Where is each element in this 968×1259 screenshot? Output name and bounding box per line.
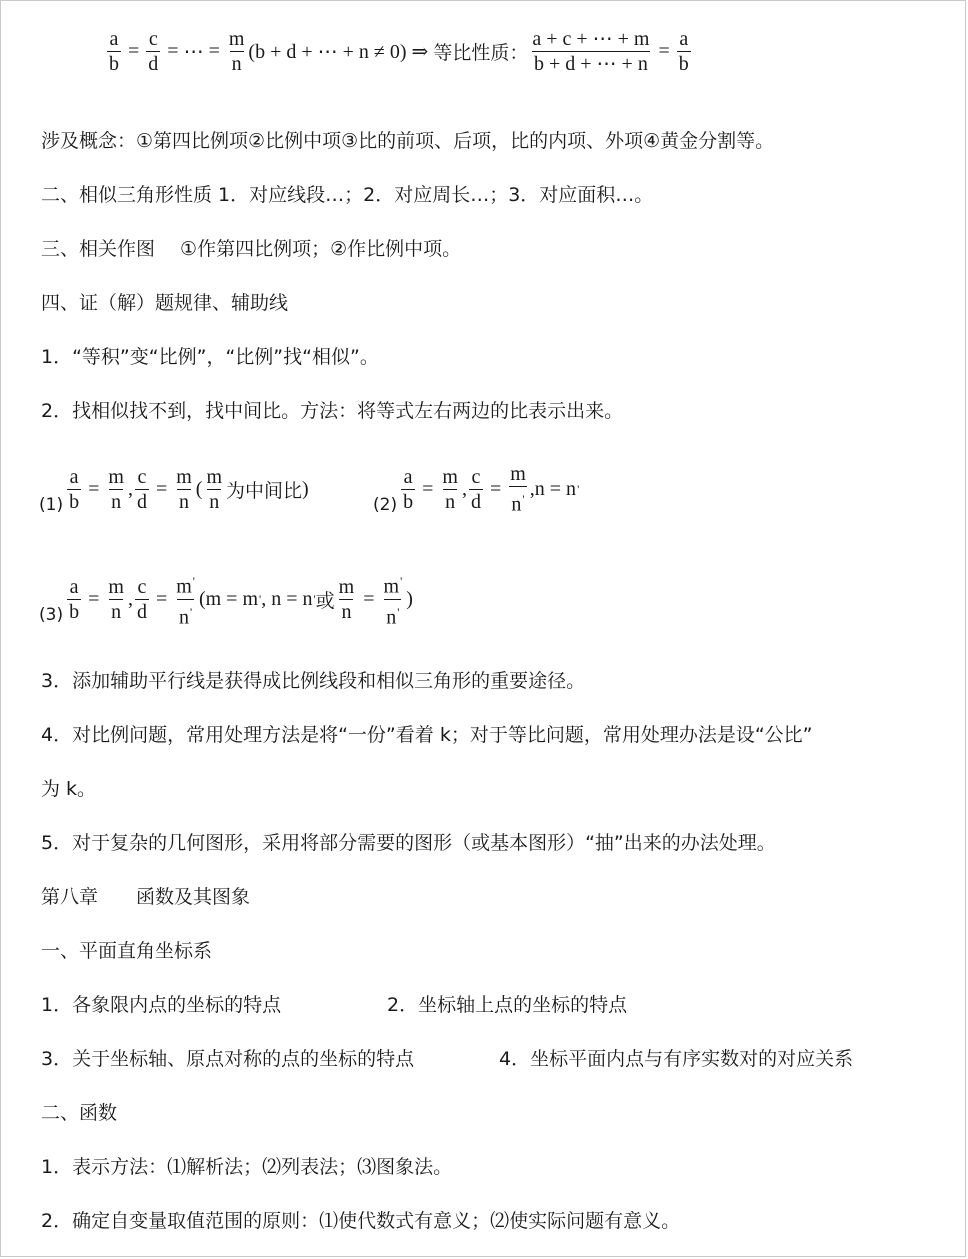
heading-chapter-8: 第八章 函数及其图象: [41, 886, 251, 908]
formula-equal-ratio: $\frac{a}{b}$ = $\frac{c}{d}$ = ⋯ = $\frac{m}{n}$ (b + d + ⋯ + n ≠ 0) ⇒ 等比性质： $\frac{a + c + \cdots + m}{b + d + \cdots + n}$ = $\frac{a}{b}$: [109, 27, 689, 75]
fraction-a-b-result: $\frac{a}{b}$: [678, 27, 689, 75]
text-rule-2: 2．找相似找不到，找中间比。方法：将等式左右两边的比表示出来。: [41, 400, 624, 422]
heading-coordinate-system: 一、平面直角坐标系: [41, 940, 213, 962]
text-rule-4: 4．对比例问题，常用处理方法是将“一份”看着 k；对于等比问题，常用处理办法是设“公比”: [41, 724, 813, 746]
text-concepts: 涉及概念：①第四比例项②比例中项③比的前项、后项，比的内项、外项④黄金分割等。: [41, 130, 775, 152]
text-rule-4-cont: 为 k。: [41, 778, 97, 800]
text-function-2: 2．确定自变量取值范围的原则：⑴使代数式有意义；⑵使实际问题有意义。: [41, 1210, 681, 1232]
text-coord-2: 2．坐标轴上点的坐标的特点: [387, 994, 628, 1016]
text-rule-1: 1．“等积”变“比例”，“比例”找“相似”。: [41, 346, 379, 368]
text-constructions: 三、相关作图 ①作第四比例项；②作比例中项。: [41, 238, 462, 260]
formula-2: (2) $\frac{a}{b}$ = $\frac{m}{n}$ , $\frac{c}{d}$ = $\frac{m}{n'}$ , n = n ': [373, 462, 580, 516]
text-function-1: 1．表示方法：⑴解析法；⑵列表法；⑶图象法。: [41, 1156, 453, 1178]
fraction-c-d: $\frac{c}{d}$: [148, 27, 159, 75]
label-geometric-property: 等比性质：: [433, 41, 529, 64]
text-coord-row-2: [41, 1047, 955, 1071]
heading-function: 二、函数: [41, 1102, 118, 1124]
text-similar-triangle-properties: 二、相似三角形性质 1．对应线段…；2．对应周长…；3．对应面积…。: [41, 184, 654, 206]
text-coord-3: 3．关于坐标轴、原点对称的点的坐标的特点: [41, 1048, 415, 1070]
text-coord-1: 1．各象限内点的坐标的特点: [41, 994, 282, 1016]
text-coord-row-1: [41, 993, 955, 1017]
fraction-sum: $\frac{a + c + \cdots + m}{b + d + \cdots + n}$: [532, 27, 650, 75]
text-rule-5: 5．对于复杂的几何图形，采用将部分需要的图形（或基本图形）“抽”出来的办法处理。: [41, 832, 776, 854]
fraction-a-b: $\frac{a}{b}$: [109, 27, 119, 75]
fraction-m-n: $\frac{m}{n}$: [228, 27, 245, 75]
formula-3: (3) $\frac{a}{b}$ = $\frac{m}{n}$ , $\frac{c}{d}$ = $\frac{m'}{n'}$ (m = m ' , n = n ' 或 $\frac{m}{n}$ = $\frac{m'}{n'}$ ): [39, 573, 413, 629]
text-coord-4: 4．坐标平面内点与有序实数对的对应关系: [499, 1048, 854, 1070]
formula-1: (1) $\frac{a}{b}$ = $\frac{m}{n}$ , $\frac{c}{d}$ = $\frac{m}{n}$ ( $\frac{m}{n}$ 为中间比 ): [39, 465, 309, 515]
text-rule-3: 3．添加辅助平行线是获得成比例线段和相似三角形的重要途径。: [41, 670, 586, 692]
heading-proof-rules: 四、证（解）题规律、辅助线: [41, 292, 289, 314]
